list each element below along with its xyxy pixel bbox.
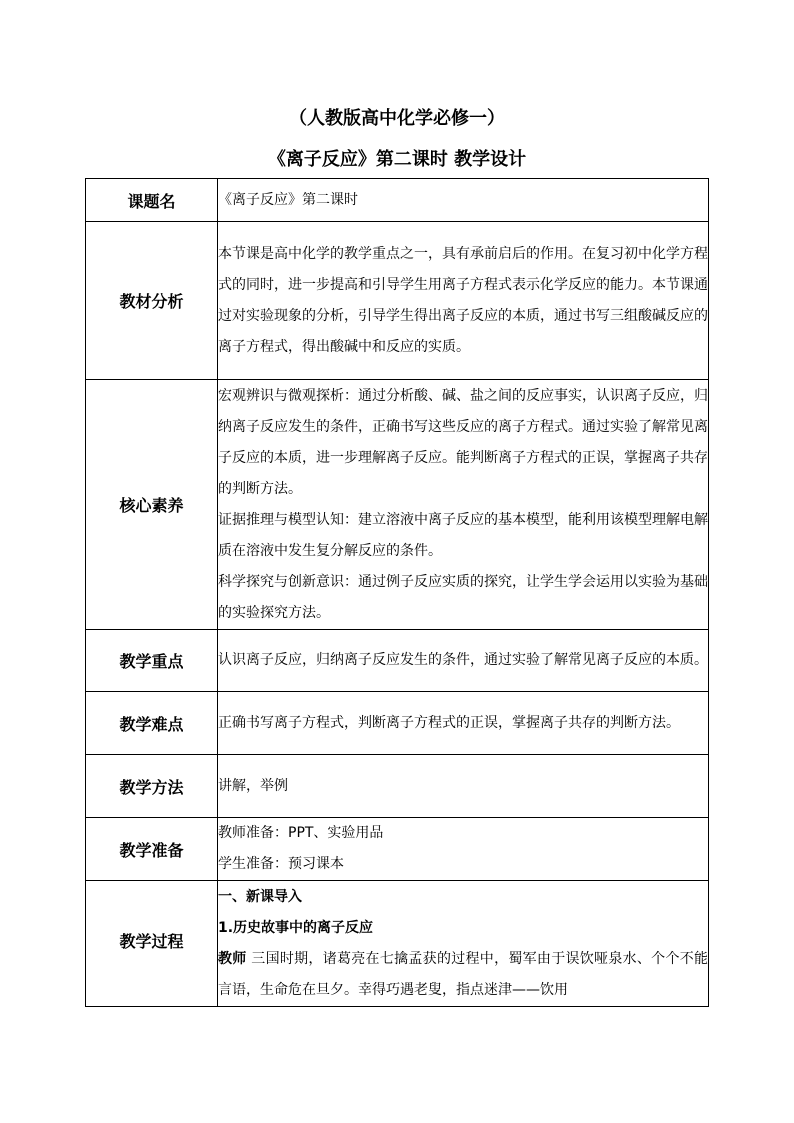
table-row	[86, 818, 709, 881]
student-preparation: 学生准备：预习课本	[218, 856, 344, 872]
row-label-process: 教学过程	[86, 881, 218, 1007]
process-paragraph	[218, 944, 708, 1006]
row-label-preparation: 教学准备	[86, 818, 218, 881]
row-label-topic: 课题名	[86, 179, 218, 222]
preparation-content	[218, 818, 709, 881]
row-label-methods: 教学方法	[86, 755, 218, 818]
lesson-plan-table	[85, 178, 709, 1007]
process-section-heading: 一、新课导入	[218, 888, 302, 905]
table-row	[86, 179, 709, 222]
speaker-label: 教师	[218, 950, 247, 967]
difficulties-text: 正确书写离子方程式，判断离子方程式的正误，掌握离子共存的判断方法。	[218, 692, 709, 755]
teacher-preparation: 教师准备：PPT、实验用品	[218, 825, 384, 841]
literacy-paragraph: 宏观辨识与微观探析：通过分析酸、碱、盐之间的反应事实，认识离子反应，归纳离子反应发生的条件，正确书写这些反应的离子方程式。通过实验了解常见离子反应的本质，进一步理解离子反应。能判断离子方程式的正误，掌握离子共存的判断方法。	[218, 387, 708, 497]
document-title: 《离子反应》第二课时 教学设计	[267, 149, 527, 170]
table-row	[86, 222, 709, 380]
methods-text: 讲解，举例	[218, 755, 709, 818]
analysis-text: 本节课是高中化学的教学重点之一，具有承前启后的作用。在复习初中化学方程式的同时，进一步提高和引导学生用离子方程式表示化学反应的能力。本节课通过对实验现象的分析，引导学生得出离子反应的本质，通过书写三组酸碱反应的离子方程式，得出酸碱中和反应的实质。	[218, 222, 709, 380]
literacy-paragraph: 证据推理与模型认知：建立溶液中离子反应的基本模型，能利用该模型理解电解质在溶液中发生复分解反应的条件。	[218, 511, 708, 559]
process-content	[218, 881, 709, 1007]
topic-value: 《离子反应》第二课时	[218, 179, 709, 222]
row-label-difficulties: 教学难点	[86, 692, 218, 755]
key-points-text: 认识离子反应，归纳离子反应发生的条件，通过实验了解常见离子反应的本质。	[218, 630, 709, 692]
table-row	[86, 630, 709, 692]
row-label-literacy: 核心素养	[86, 380, 218, 630]
process-subsection-heading: 1.历史故事中的离子反应	[218, 919, 374, 936]
table-row	[86, 380, 709, 630]
table-row	[86, 755, 709, 818]
process-text: 三国时期，诸葛亮在七擒孟获的过程中，蜀军由于误饮哑泉水、个个不能言语，生命危在旦夕。幸得巧遇老叟，指点迷津——饮用	[218, 950, 708, 998]
literacy-content	[218, 380, 709, 630]
row-label-key-points: 教学重点	[86, 630, 218, 692]
table-row	[86, 692, 709, 755]
document-subtitle: （人教版高中化学必修一）	[289, 108, 505, 129]
table-row	[86, 881, 709, 1007]
row-label-analysis: 教材分析	[86, 222, 218, 380]
literacy-paragraph: 科学探究与创新意识：通过例子反应实质的探究，让学生学会运用以实验为基础的实验探究方法。	[218, 573, 708, 621]
